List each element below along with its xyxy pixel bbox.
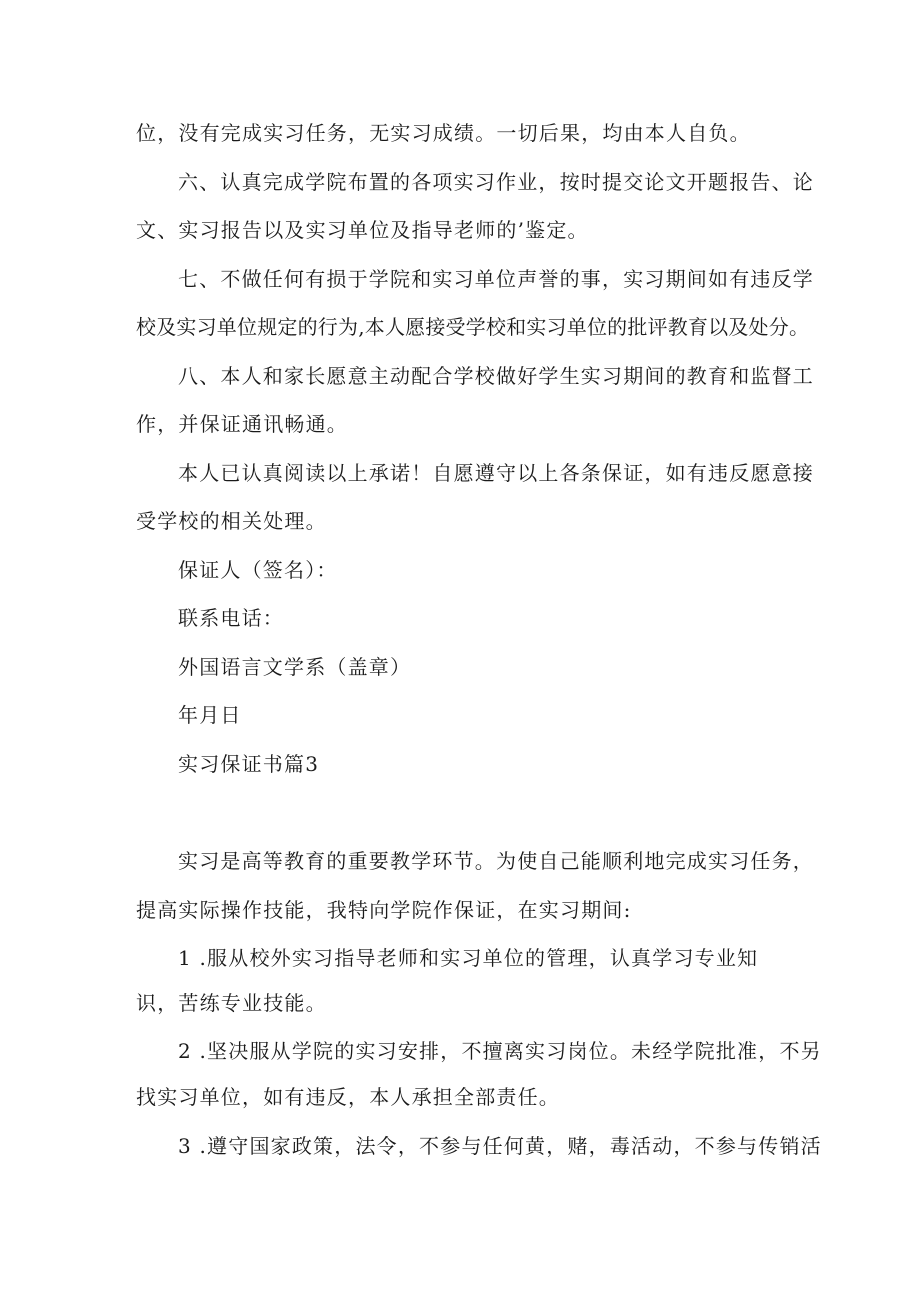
text-line: 找实习单位，如有违反，本人承担全部责任。 [136,1085,560,1109]
text-line: 本人已认真阅读以上承诺！自愿遵守以上各条保证，如有违反愿意接 [178,461,814,485]
department-seal-label: 外国语言文学系（盖章） [178,655,412,679]
list-item: 3 .遵守国家政策，法令，不参与任何黄，赌，毒活动，不参与传销活 [178,1134,822,1158]
text-line: 文、实习报告以及实习单位及指导老师的’鉴定。 [136,218,589,242]
text-line: 校及实习单位规定的行为,本人愿接受学校和实习单位的批评教育以及处分。 [136,315,810,339]
signature-label: 保证人（签名）： [178,558,338,582]
date-label: 年月日 [178,703,242,727]
section-title: 实习保证书篇3 [178,752,320,776]
text-line: 位，没有完成实习任务，无实习成绩。一切后果，均由本人自负。 [136,121,751,145]
text-line: 识，苦练专业技能。 [136,991,327,1015]
text-line: 提高实际操作技能，我特向学院作保证，在实习期间: [136,898,632,922]
text-line: 实习是高等教育的重要教学环节。为使自己能顺利地完成实习任务， [178,849,814,873]
text-line: 六、认真完成学院布置的各项实习作业，按时提交论文开题报告、论 [178,170,814,194]
text-line: 作，并保证通讯畅通。 [136,412,348,436]
text-line: 八、本人和家长愿意主动配合学校做好学生实习期间的教育和监督工 [178,364,814,388]
list-item: 1 .服从校外实习指导老师和实习单位的管理，认真学习专业知 [178,946,759,970]
text-line: 七、不做任何有损于学院和实习单位声誉的事，实习期间如有违反学 [178,267,814,291]
list-item: 2 .坚决服从学院的实习安排，不擅离实习岗位。未经学院批准，不另 [178,1039,822,1063]
text-line: 受学校的相关处理。 [136,509,327,533]
phone-label: 联系电话： [178,606,284,630]
